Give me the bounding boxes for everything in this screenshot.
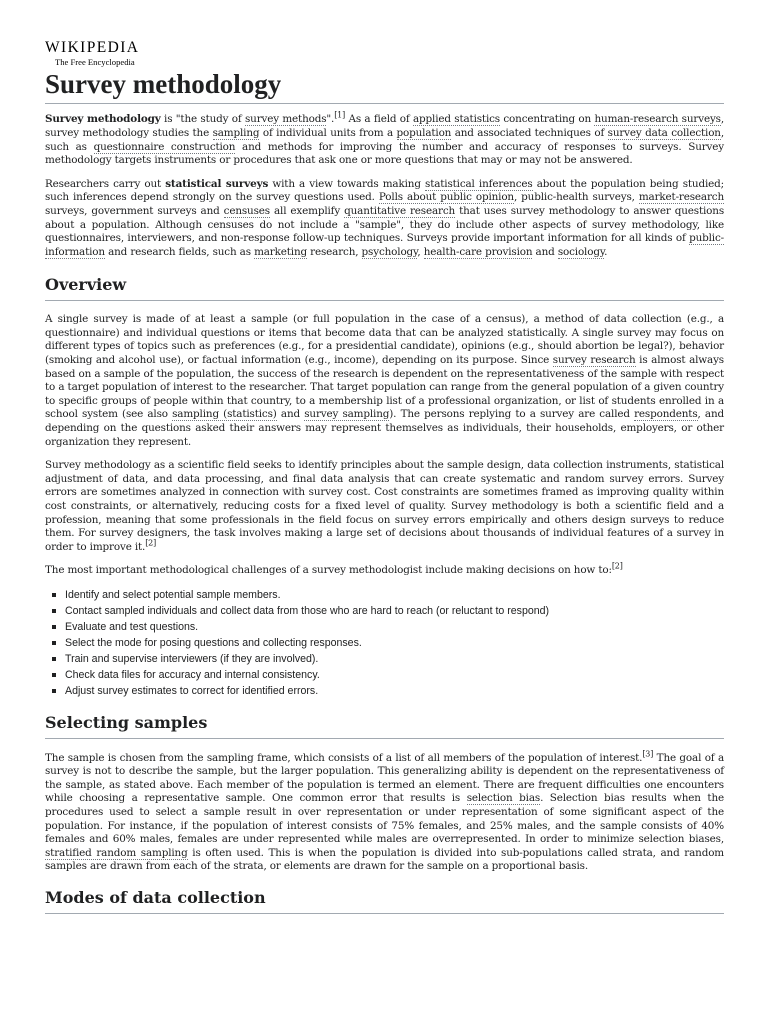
link-psychology[interactable]: psychology xyxy=(361,245,418,258)
list-item: Select the mode for posing questions and collecting responses. xyxy=(65,635,724,651)
overview-paragraph-1 xyxy=(45,313,724,449)
link-statistical-inferences[interactable]: statistical inferences xyxy=(425,177,533,190)
link-survey-methods[interactable]: survey methods xyxy=(244,113,327,126)
logo-tagline: The Free Encyclopedia xyxy=(55,56,135,67)
text: and associated techniques of xyxy=(451,127,608,140)
link-survey-sampling[interactable]: survey sampling xyxy=(304,408,390,421)
wikipedia-logo[interactable] xyxy=(45,40,724,66)
intro-paragraph-2 xyxy=(45,178,724,260)
text: , xyxy=(417,245,424,258)
text: about the population being studied; such inferences depend strongly on the survey questions used. xyxy=(45,177,724,204)
citation-2[interactable]: [2] xyxy=(611,561,623,571)
text: , such as xyxy=(45,127,724,153)
text: The sample is chosen from the sampling frame, which consists of a list of all members of the population of interest. xyxy=(45,751,643,764)
link-market-research[interactable]: market-research xyxy=(638,191,724,204)
intro-paragraph-1 xyxy=(45,113,724,167)
text: The most important methodological challenges of a survey methodologist include making decisions on how to: xyxy=(45,564,612,577)
page-title: Survey methodology xyxy=(45,68,724,104)
text: and research fields, such as xyxy=(104,245,255,258)
link-human-research-surveys[interactable]: human-research surveys xyxy=(594,113,721,126)
article xyxy=(45,40,724,914)
overview-paragraph-3 xyxy=(45,561,724,578)
list-item: Evaluate and test questions. xyxy=(65,619,724,635)
list-item: Contact sampled individuals and collect data from those who are hard to reach (or reluctant to respond) xyxy=(65,603,724,619)
text: , public-health surveys, xyxy=(513,191,639,204)
link-sampling[interactable]: sampling xyxy=(212,127,260,140)
link-sampling-statistics[interactable]: sampling (statistics) xyxy=(172,408,277,421)
text: is "the study of xyxy=(160,113,245,126)
text: ". xyxy=(326,113,335,126)
citation-3[interactable]: [3] xyxy=(642,749,654,759)
text: concentrating on xyxy=(499,113,595,126)
section-heading-selecting-samples: Selecting samples xyxy=(45,713,724,739)
text: with a view towards making xyxy=(268,177,426,190)
link-population[interactable]: population xyxy=(396,127,452,140)
text: The goal of a survey is not to describe the sample, but the larger population. This generalizing ability is dependent on the representativeness of the sample, as stated above. Each member of the population is termed an element. There are frequent difficulties one encounters while choosing a representative sample. One common error that results is xyxy=(45,751,724,805)
logo-wordmark: WIKIPEDIA xyxy=(45,39,140,56)
link-selection-bias[interactable]: selection bias xyxy=(466,792,541,805)
text: all exemplify xyxy=(269,205,345,218)
bold-term: Survey methodology xyxy=(45,113,161,126)
link-quantitative-research[interactable]: quantitative research xyxy=(344,205,456,218)
text: research, xyxy=(307,245,362,258)
section-heading-overview: Overview xyxy=(45,275,724,301)
text: and xyxy=(276,408,305,421)
link-marketing[interactable]: marketing xyxy=(254,245,308,258)
list-item: Check data files for accuracy and internal consistency. xyxy=(65,667,724,683)
section-heading-modes-of-data-collection: Modes of data collection xyxy=(45,888,724,914)
link-survey-data-collection[interactable]: survey data collection xyxy=(607,127,721,140)
list-item: Identify and select potential sample members. xyxy=(65,587,724,603)
citation-2[interactable]: [2] xyxy=(145,538,157,548)
text: and methods for improving the number and accuracy of responses to surveys. Survey methodology targets instruments or procedures that ask one or more questions that may or may not be answered. xyxy=(45,140,724,167)
link-stratified-random-sampling[interactable]: stratified random sampling xyxy=(45,846,188,859)
overview-paragraph-2 xyxy=(45,459,724,554)
link-censuses[interactable]: censuses xyxy=(223,205,270,218)
link-questionnaire-construction[interactable]: questionnaire construction xyxy=(93,140,236,153)
link-health-care-provision[interactable]: health-care provision xyxy=(423,245,533,258)
citation-1[interactable]: [1] xyxy=(334,111,346,121)
text: ). The persons replying to a survey are called xyxy=(389,408,635,421)
text: A single survey is made of at least a sample (or full population in the case of a census), a method of data collection (e.g., a questionnaire) and individual questions or items that become data that can be analyzed statistically. A single survey may focus on different types of topics such as preferences (e.g., for a presidential candidate), opinions (e.g., should abortion be legal?), behavior (smoking and alcohol use), or factual information (e.g., income), depending on its purpose. Since xyxy=(45,313,724,366)
challenges-list xyxy=(45,587,724,699)
text: . xyxy=(604,245,608,258)
text: Survey methodology as a scientific field seeks to identify principles about the sample design, data collection instruments, statistical adjustment of data, and data processing, and final data analysis that can create systematic and random survey errors. Survey errors are sometimes analyzed in connection with survey cost. Cost constraints are sometimes framed as improving quality within cost constraints, or alternatively, reducing costs for a fixed level of quality. Survey methodology is both a scientific field and a profession, meaning that some professionals in the field focus on survey errors empirically and others design surveys to reduce them. For survey designers, the task involves making a large set of decisions about thousands of individual features of a survey in order to improve it. xyxy=(45,459,724,553)
list-item: Adjust survey estimates to correct for identified errors. xyxy=(65,683,724,699)
bold-term: statistical surveys xyxy=(165,177,269,190)
link-survey-research[interactable]: survey research xyxy=(552,354,636,366)
text: that uses survey methodology to answer questions about a population. Although censuses do not include a "sample", they do include other aspects of survey methodology, like questionnaires, interviewers, and non-response follow-up techniques. Surveys provide important information for all kinds of xyxy=(45,205,725,245)
text: is almost always based on a sample of the population, the success of the research is dependent on the representativeness of the sample with respect to a target population of interest to the researcher. That target population can range from the general population of a given country to specific groups of people within that country, to a membership list of a professional organization, or list of students enrolled in a school system (see also xyxy=(45,354,724,421)
link-sociology[interactable]: sociology xyxy=(557,245,605,258)
link-public-opinion-polls[interactable]: Polls about public opinion xyxy=(378,191,514,204)
text: , and depending on the questions asked their answers may represent themselves as individuals, their households, employers, or other organization they represent. xyxy=(45,408,724,448)
text: and xyxy=(532,245,558,258)
link-applied-statistics[interactable]: applied statistics xyxy=(413,113,500,126)
text: of individual units from a xyxy=(259,127,397,140)
text: is often used. This is when the population is divided into sub-populations called strata, and random samples are drawn from each of the strata, or elements are drawn for the sample on a proportional basis. xyxy=(45,846,725,873)
text: As a field of xyxy=(345,113,413,126)
text: Researchers carry out xyxy=(45,177,166,190)
samples-paragraph-1 xyxy=(45,749,725,874)
list-item: Train and supervise interviewers (if they are involved). xyxy=(65,651,724,667)
text: surveys, government surveys and xyxy=(45,205,224,218)
text: , survey methodology studies the xyxy=(45,113,725,140)
link-public-information[interactable]: public-information xyxy=(45,232,724,258)
text: . Selection bias results when the procedures used to select a sample result in over representation or under representation of some significant aspect of the population. For instance, if the population of interest consists of 75% females, and 25% males, and the sample consists of 40% females and 60% males, females are under represented while males are overrepresented. In order to minimize selection biases, xyxy=(45,792,724,846)
link-respondents[interactable]: respondents xyxy=(634,408,698,421)
